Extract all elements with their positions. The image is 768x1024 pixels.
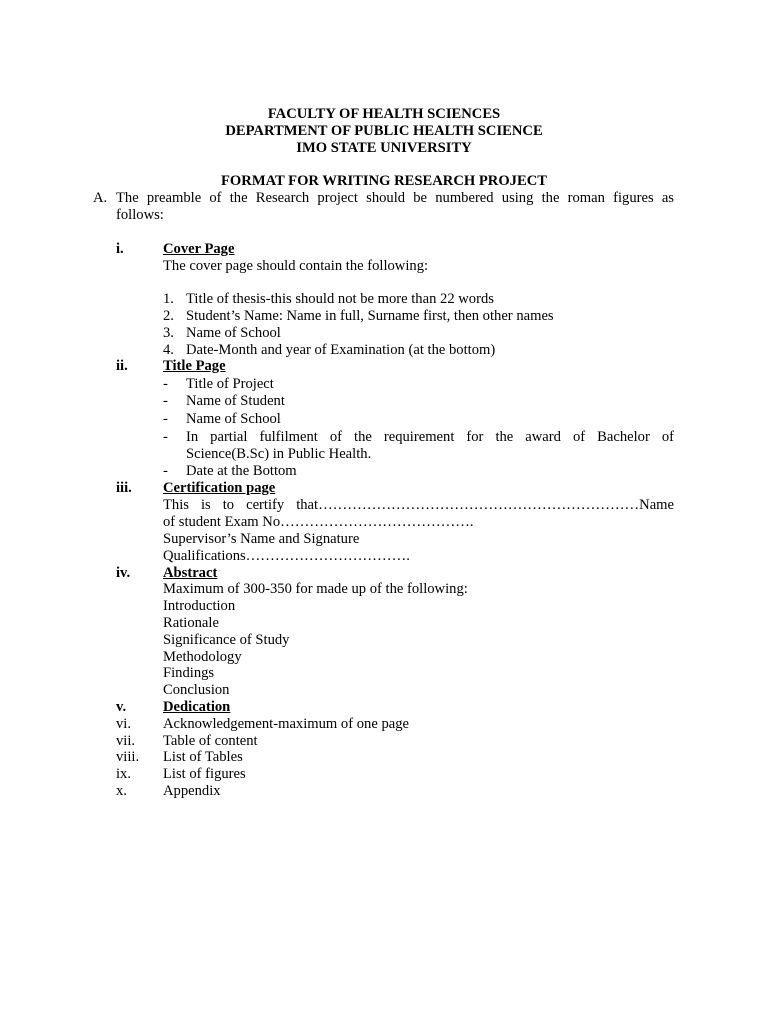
certification-line: of student Exam No………………………………….	[163, 514, 474, 530]
numeral-v: v.	[116, 699, 127, 715]
numeral-i: i.	[116, 241, 124, 257]
cover-item-number: 2.	[163, 308, 174, 324]
section-item: Acknowledgement-maximum of one page	[163, 716, 409, 732]
title-page-item: Title of Project	[186, 376, 274, 392]
section-item: List of figures	[163, 766, 246, 782]
cover-item-number: 3.	[163, 325, 174, 341]
university-heading: IMO STATE UNIVERSITY	[296, 140, 472, 156]
bullet-dash: -	[163, 411, 168, 427]
abstract-heading: Abstract	[163, 565, 218, 581]
numeral-ii: ii.	[116, 358, 128, 374]
cover-item-number: 1.	[163, 291, 174, 307]
abstract-desc: Maximum of 300-350 for made up of the following:	[163, 581, 468, 597]
title-page-item-continuation: Science(B.Sc) in Public Health.	[186, 446, 372, 462]
abstract-item: Rationale	[163, 615, 219, 631]
title-page-item: Name of Student	[186, 393, 285, 409]
numeral-vii: vii.	[116, 733, 136, 749]
bullet-dash: -	[163, 463, 168, 479]
numeral-vi: vi.	[116, 716, 131, 732]
cover-item-text: Student’s Name: Name in full, Surname first, then other names	[186, 308, 554, 324]
section-item: Appendix	[163, 783, 221, 799]
bullet-dash: -	[163, 429, 168, 445]
numeral-viii: viii.	[116, 749, 140, 765]
section-item: Table of content	[163, 733, 258, 749]
cover-item-number: 4.	[163, 342, 174, 358]
certification-heading: Certification page	[163, 480, 276, 496]
abstract-item: Introduction	[163, 598, 236, 614]
cover-page-heading: Cover Page	[163, 241, 235, 257]
title-page-item: Name of School	[186, 411, 281, 427]
certification-line: Qualifications…………………………….	[163, 548, 410, 564]
intro-line-1: The preamble of the Research project should be numbered using the roman figures as	[116, 190, 674, 206]
intro-marker: A.	[93, 190, 108, 206]
numeral-x: x.	[116, 783, 127, 799]
faculty-heading: FACULTY OF HEALTH SCIENCES	[267, 106, 501, 122]
title-page-item: Date at the Bottom	[186, 463, 297, 479]
numeral-iv: iv.	[116, 565, 131, 581]
bullet-dash: -	[163, 393, 168, 409]
intro-line-2: follows:	[116, 207, 164, 223]
department-heading: DEPARTMENT OF PUBLIC HEALTH SCIENCE	[225, 123, 543, 139]
certification-line: This is to certify that…………………………………………………………Name	[163, 497, 674, 513]
abstract-item: Findings	[163, 665, 215, 681]
abstract-item: Conclusion	[163, 682, 230, 698]
abstract-item: Methodology	[163, 649, 242, 665]
cover-item-text: Name of School	[186, 325, 281, 341]
bullet-dash: -	[163, 376, 168, 392]
cover-item-text: Date-Month and year of Examination (at the bottom)	[186, 342, 496, 358]
section-item: List of Tables	[163, 749, 243, 765]
title-page-heading: Title Page	[163, 358, 226, 374]
numeral-ix: ix.	[116, 766, 131, 782]
cover-item-text: Title of thesis-this should not be more than 22 words	[186, 291, 494, 307]
title-page-item: In partial fulfilment of the requirement for the award of Bachelor of	[186, 429, 674, 445]
abstract-item: Significance of Study	[163, 632, 290, 648]
certification-line: Supervisor’s Name and Signature	[163, 531, 360, 547]
cover-page-desc: The cover page should contain the following:	[163, 258, 429, 274]
dedication-heading: Dedication	[163, 699, 231, 715]
document-title: FORMAT FOR WRITING RESEARCH PROJECT	[221, 173, 547, 189]
numeral-iii: iii.	[116, 480, 132, 496]
